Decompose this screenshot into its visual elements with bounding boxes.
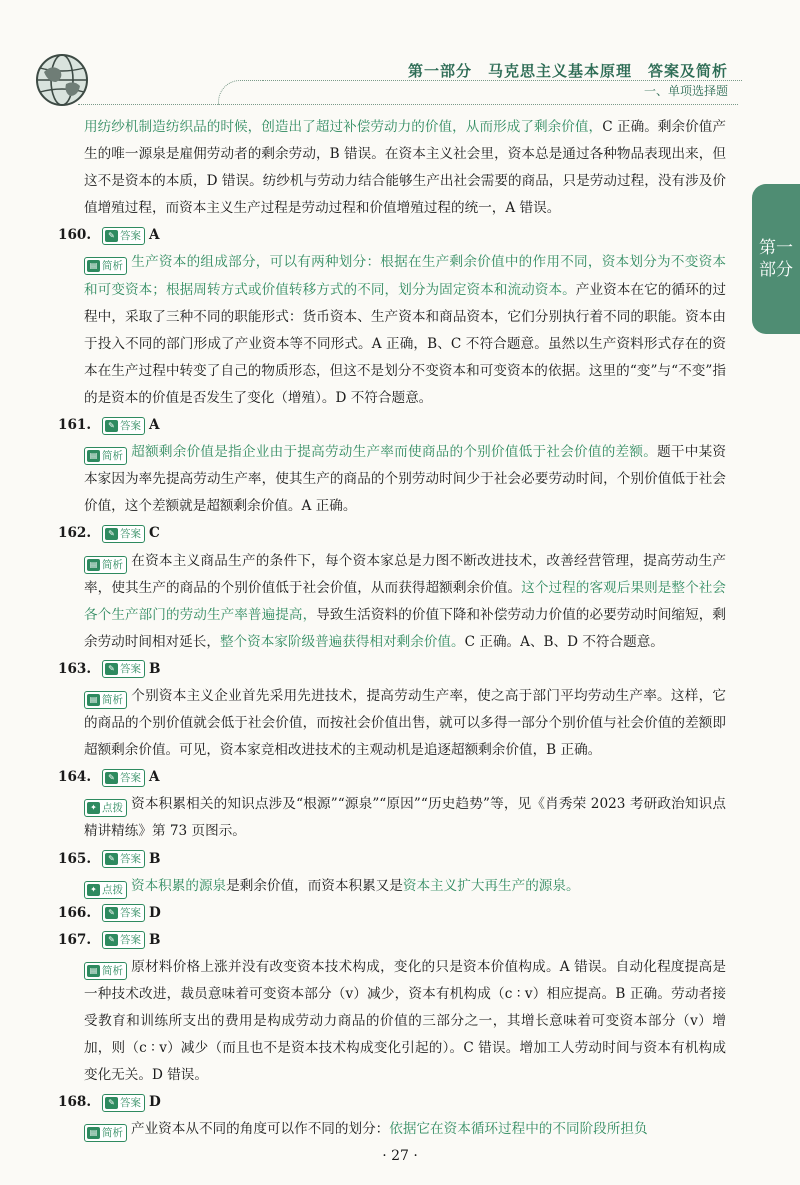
analysis-tag: ▤ 简析: [84, 447, 127, 465]
analysis-162: ▤ 简析 在资本主义商品生产的条件下，每个资本家总是力图不断改进技术，改善经营管理，提高劳动生产率，使其生产的商品的个别价值低于社会价值，从而获得超额剩余价值。这个过程的客观后果则是整个社会各个生产部门的劳动生产率普遍提高，导致生活资料的价值下降和补偿劳动力价值的必要劳动时间缩短，剩余劳动时间相对延长，整个资本家阶级普遍获得相对剩余价值。C 正确。A、B、D 不符合题意。: [84, 552, 727, 650]
side-tab-line2: 部分: [759, 260, 793, 280]
answer-letter: A: [149, 769, 160, 786]
book-icon: ▤: [87, 559, 100, 571]
pencil-icon: ✎: [105, 934, 118, 946]
answer-letter: B: [149, 660, 161, 677]
question-number: 165.: [58, 850, 92, 867]
point-tag: ✦ 点拨: [84, 799, 127, 817]
point-165: ✦ 点拨 资本积累的源泉是剩余价值，而资本积累又是资本主义扩大再生产的源泉。: [58, 873, 726, 900]
question-number: 161.: [58, 417, 92, 434]
section-side-tab: [752, 184, 800, 334]
answer-tag: ✎ 答案: [102, 850, 145, 868]
analysis-163: ▤ 简析 个别资本主义企业首先采用先进技术，提高劳动生产率，使之高于部门平均劳动生产率。这样，它的商品的个别价值就会低于社会价值，而按社会价值出售，就可以多得一部分个别价值与社会价值的差额即超额剩余价值。可见，资本家竞相改进技术的主观动机是追逐超额剩余价值，B 正确。: [84, 687, 726, 759]
answer-letter: B: [149, 931, 161, 948]
pencil-icon: ✎: [105, 420, 118, 432]
book-icon: ▤: [87, 450, 100, 462]
pencil-icon: ✎: [105, 853, 118, 865]
lightbulb-icon: ✦: [87, 802, 100, 814]
analysis-tag: ▤ 简析: [84, 962, 127, 980]
header-subtitle: 一、单项选择题: [643, 84, 728, 98]
pencil-icon: ✎: [105, 1097, 118, 1109]
pencil-icon: ✎: [105, 230, 118, 242]
lightbulb-icon: ✦: [87, 884, 100, 896]
answer-letter: C: [149, 525, 160, 542]
pencil-icon: ✎: [105, 663, 118, 675]
answer-letter: A: [149, 227, 160, 244]
question-162: [58, 520, 726, 547]
analysis-tag: ▤ 简析: [84, 257, 127, 275]
answer-tag: ✎ 答案: [102, 417, 145, 435]
book-icon: ▤: [87, 260, 100, 272]
analysis-168: ▤ 简析 产业资本从不同的角度可以作不同的划分：依据它在资本循环过程中的不同阶段所担负: [58, 1116, 726, 1143]
answer-letter: D: [149, 904, 161, 921]
question-161: [58, 412, 726, 439]
question-number: 160.: [58, 227, 92, 244]
answer-tag: ✎ 答案: [102, 227, 145, 245]
intro-paragraph: 用纺纱机制造纺织品的时候，创造出了超过补偿劳动力的价值，从而形成了剩余价值，C 正确。剩余价值产生的唯一源泉是雇佣劳动者的剩余劳动，B 错误。在资本主义社会里，资本总是通过各种物品表现出来，但这不是资本的本质，D 错误。纺纱机与劳动力结合能够生产出社会需要的商品，只是劳动过程，没有涉及价值增殖过程，而资本主义生产过程是劳动过程和价值增殖过程的统一，A 错误。: [84, 119, 726, 217]
answer-content: [58, 114, 726, 1144]
pencil-icon: ✎: [105, 528, 118, 540]
book-icon: ▤: [87, 694, 100, 706]
answer-tag: ✎ 答案: [102, 660, 145, 678]
globe-icon: [34, 52, 90, 108]
page-number: · 27 ·: [382, 1148, 418, 1164]
analysis-tag: ▤ 简析: [84, 556, 127, 574]
question-166: [58, 900, 726, 927]
question-167: [58, 927, 726, 954]
book-icon: ▤: [87, 1127, 100, 1139]
analysis-tag: ▤ 简析: [84, 691, 127, 709]
header-rule-bottom: [78, 104, 738, 105]
answer-letter: D: [149, 1094, 161, 1111]
question-165: [58, 846, 726, 873]
analysis-167: ▤ 简析 原材料价格上涨并没有改变资本技术构成，变化的只是资本价值构成。A 错误。自动化程度提高是一种技术改进，裁员意味着可变资本部分（v）减少，资本有机构成（c ∶ v）相应提高。B 正确。劳动者接受教育和训练所支出的费用是构成劳动力商品的价值的三部分之一，其增长意味着可变资本部分（v）增加，则（c ∶ v）减少（而且也不是资本技术构成变化引起的）。C 错误。增加工人劳动时间与资本有机构成变化无关。D 错误。: [84, 958, 726, 1084]
side-tab-line1: 第一: [759, 238, 793, 258]
answer-tag: ✎ 答案: [102, 769, 145, 787]
question-168: [58, 1089, 726, 1116]
question-163: [58, 656, 726, 683]
pencil-icon: ✎: [105, 907, 118, 919]
book-icon: ▤: [87, 965, 100, 977]
answer-tag: ✎ 答案: [102, 525, 145, 543]
page-header: [0, 0, 800, 112]
answer-tag: ✎ 答案: [102, 931, 145, 949]
analysis-161: ▤ 简析 超额剩余价值是指企业由于提高劳动生产率而使商品的个别价值低于社会价值的差额。题干中某资本家因为率先提高劳动生产率，使其生产的商品的个别劳动时间少于社会必要劳动时间，个别价值低于社会价值，这个差额就是超额剩余价值。A 正确。: [84, 444, 727, 515]
pencil-icon: ✎: [105, 772, 118, 784]
question-number: 163.: [58, 660, 92, 677]
analysis-tag: ▤ 简析: [84, 1124, 127, 1142]
answer-letter: A: [149, 417, 160, 434]
question-number: 166.: [58, 904, 92, 921]
question-number: 164.: [58, 769, 92, 786]
answer-letter: B: [149, 850, 161, 867]
question-160: [58, 222, 726, 249]
question-number: 168.: [58, 1094, 92, 1111]
point-164: ✦ 点拨 资本积累相关的知识点涉及“根源”“源泉”“原因”“历史趋势”等，见《肖秀荣 2023 考研政治知识点精讲精练》第 73 页图示。: [84, 796, 726, 840]
answer-tag: ✎ 答案: [102, 904, 145, 922]
question-164: [58, 764, 726, 791]
question-number: 167.: [58, 931, 92, 948]
analysis-160: ▤ 简析 生产资本的组成部分，可以有两种划分：根据在生产剩余价值中的作用不同，资本划分为不变资本和可变资本；根据周转方式或价值转移方式的不同，划分为固定资本和流动资本。产业资本在它的循环的过程中，采取了三种不同的职能形式：货币资本、生产资本和商品资本，它们分别执行着不同的职能。资本由于投入不同的部门形成了产业资本等不同形式。A 正确，B、C 不符合题意。虽然以生产资料形式存在的资本在生产过程中转变了自己的物质形态，但这不是划分不变资本和可变资本的依据。这里的“变”与“不变”指的是资本的价值是否发生了变化（增殖）。D 不符合题意。: [84, 254, 727, 406]
point-tag: ✦ 点拨: [84, 881, 127, 899]
header-title: 第一部分 马克思主义基本原理 答案及简析: [407, 62, 728, 80]
question-number: 162.: [58, 525, 92, 542]
answer-tag: ✎ 答案: [102, 1094, 145, 1112]
header-rule-curve: [218, 80, 263, 105]
